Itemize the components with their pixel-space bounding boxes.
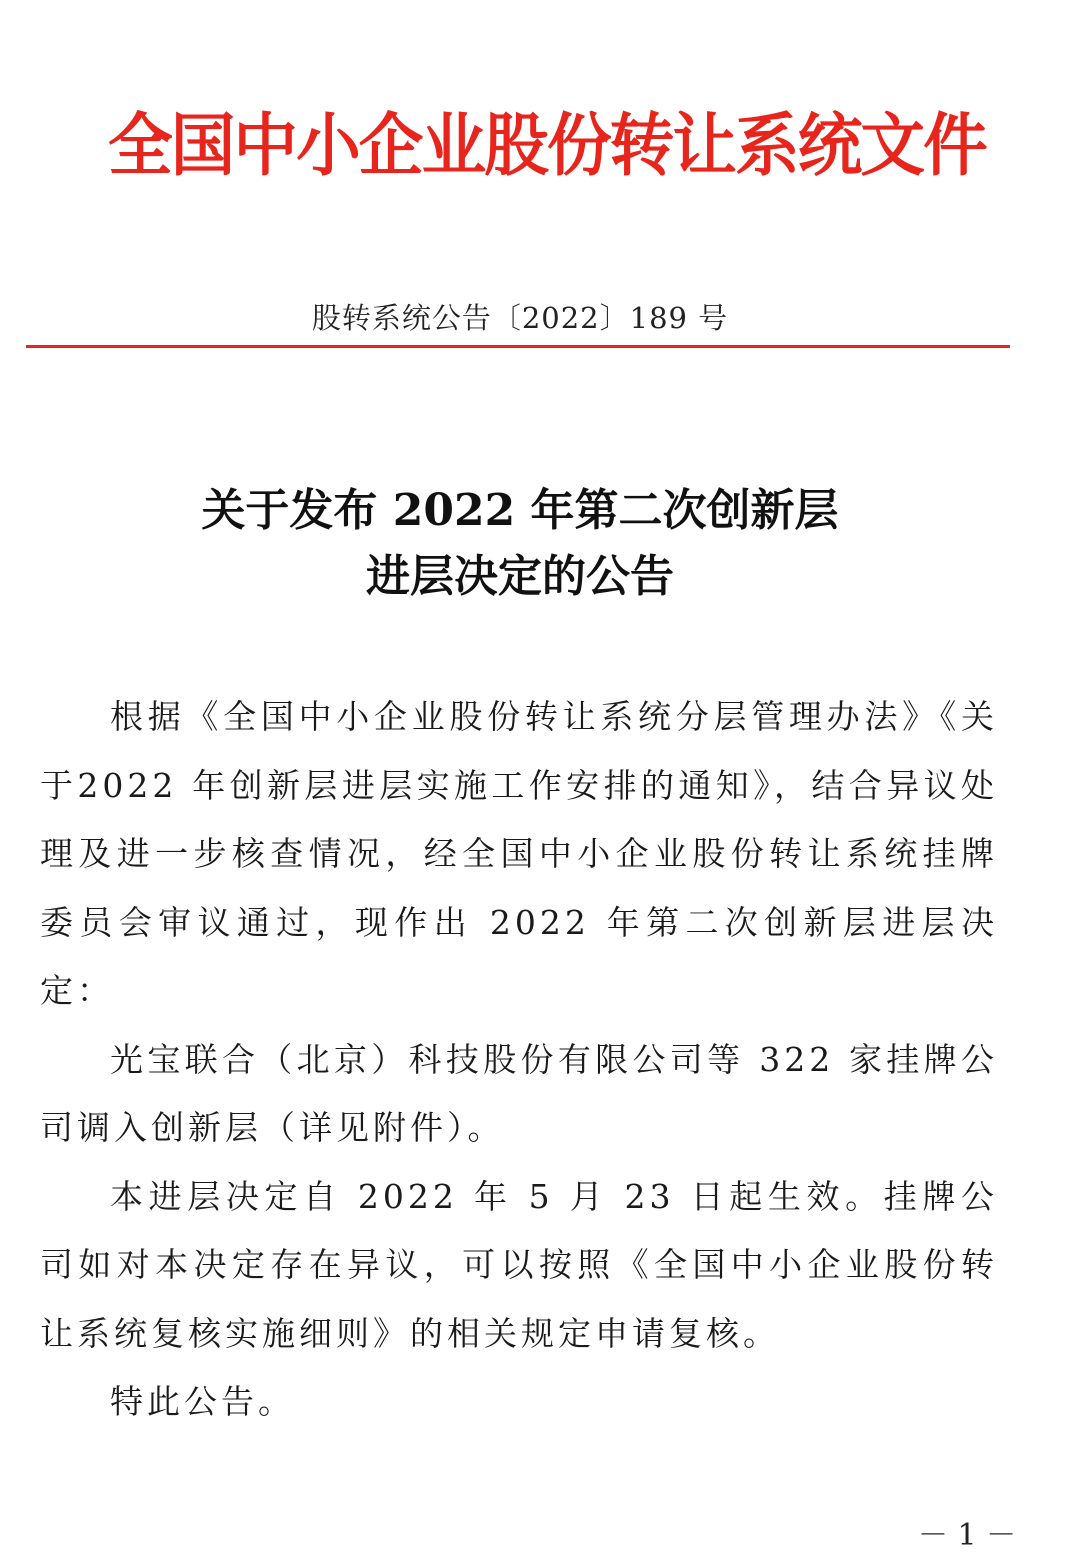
body-paragraph-companies: 光宝联合（北京）科技股份有限公司等 322 家挂牌公司调入创新层（详见附件）。 (40, 1039, 998, 1147)
notice-title-line-2: 进层决定的公告 (366, 551, 674, 602)
page-number: － 1 － (918, 1518, 1017, 1553)
document-header-title: 全国中小企业股份转让系统文件 (108, 106, 986, 186)
body-paragraph-closing: 特此公告。 (110, 1382, 295, 1421)
body-paragraph-basis: 根据《全国中小企业股份转让系统分层管理办法》《关于2022 年创新层进层实施工作安排的通知》，结合异议处理及进一步核查情况，经全国中小企业股份转让系统挂牌委员会审议通过，现作出 2022 年第二次创新层进层决定： (40, 697, 998, 1010)
notice-title-line-1: 关于发布 2022 年第二次创新层 (201, 485, 839, 536)
document-number: 股转系统公告〔2022〕189 号 (311, 301, 729, 335)
red-divider-rule (26, 345, 1010, 348)
notice-title (0, 478, 1040, 610)
body-paragraph-effective-date: 本进层决定自 2022 年 5 月 23 日起生效。挂牌公司如对本决定存在异议，可以按照《全国中小企业股份转让系统复核实施细则》的相关规定申请复核。 (40, 1176, 998, 1353)
notice-body (40, 683, 998, 1437)
